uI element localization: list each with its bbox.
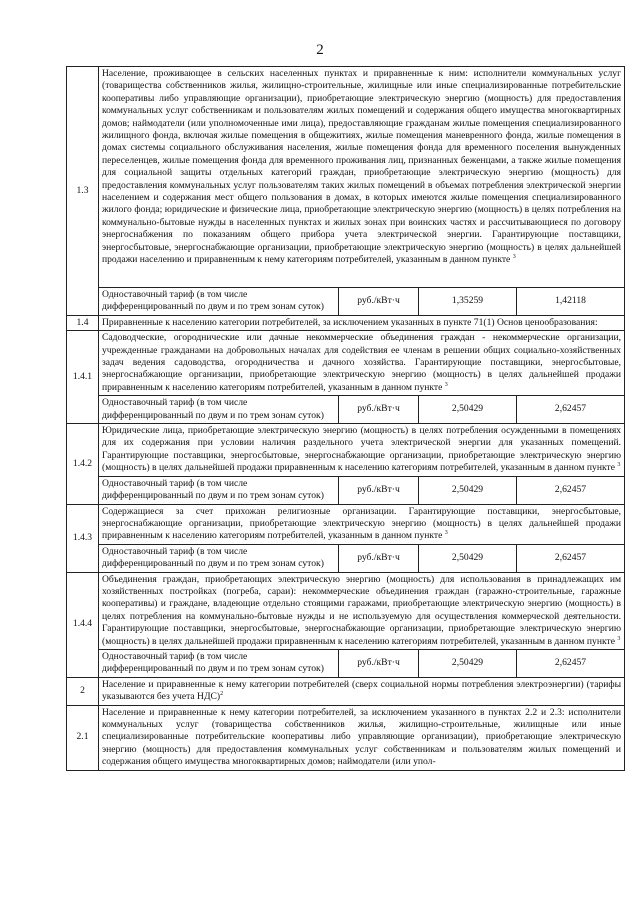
tariff-table xyxy=(66,66,625,771)
tariff-value-1: 2,50429 xyxy=(419,396,517,424)
table-row xyxy=(67,331,625,396)
row-number: 1.4 xyxy=(67,315,99,330)
row-description: Объединения граждан, приобретающих электрическую энергию (мощность) для использования в принадлежащих им хозяйственных постройках (погреба, сараи): некоммерческие объединения граждан (гаражно-строительные, гаражные кооперативы) и граждане, владеющие отдельно стоящими гаражами, приобретающие электрическую энергию (мощность) в целях потребления на коммунально-бытовые нужды и не используемую для осуществления коммерческой деятельности. Гарантирующие поставщики, энергосбытовые, энергоснабжающие организации, приобретающие электрическую энергию (мощность) в целях дальнейшей продажи приравненным к населению категориям потребителей, указанным в данном пункте $^3$ xyxy=(99,572,625,649)
unit: руб./кВт·ч xyxy=(339,396,419,424)
row-description: Население и приравненные к нему категории потребителей (сверх социальной нормы потребления электроэнергии) (тарифы указываются без учета НДС)$^2$ xyxy=(99,677,625,705)
unit: руб./кВт·ч xyxy=(339,476,419,504)
table-row xyxy=(67,572,625,649)
tariff-label: Одноставочный тариф (в том числе дифференцированный по двум и по трем зонам суток) xyxy=(99,544,339,572)
page-number: 2 xyxy=(316,42,324,58)
table-row xyxy=(67,396,625,424)
table-row xyxy=(67,649,625,677)
tariff-label: Одноставочный тариф (в том числе дифференцированный по двум и по трем зонам суток) xyxy=(99,396,339,424)
tariff-value-1: 1,35259 xyxy=(419,288,517,316)
table-row xyxy=(67,705,625,770)
table-row xyxy=(67,288,625,316)
table-row xyxy=(67,67,625,288)
table-row xyxy=(67,424,625,477)
tariff-value-1: 2,50429 xyxy=(419,544,517,572)
table-row xyxy=(67,315,625,330)
tariff-value-1: 2,50429 xyxy=(419,476,517,504)
tariff-value-2: 2,62457 xyxy=(517,649,625,677)
row-number: 2 xyxy=(67,677,99,705)
unit: руб./кВт·ч xyxy=(339,288,419,316)
tariff-value-2: 2,62457 xyxy=(517,396,625,424)
row-description: Юридические лица, приобретающие электрическую энергию (мощность) в целях потребления осужденными в помещениях для их содержания при условии наличия раздельного учета электрической энергии для указанных помещений. Гарантирующие поставщики, энергосбытовые, энергоснабжающие организации, приобретающие электрическую энергию (мощность) в целях дальнейшей продажи приравненным к населению категориям потребителей, указанным в данном пункте $^3$ xyxy=(99,424,625,477)
row-number: 1.4.3 xyxy=(67,504,99,572)
tariff-value-2: 1,42118 xyxy=(517,288,625,316)
tariff-label: Одноставочный тариф (в том числе дифференцированный по двум и по трем зонам суток) xyxy=(99,288,339,316)
row-description: Население, проживающее в сельских населенных пунктах и приравненные к ним: исполнители коммунальных услуг (товарищества собственников жилья, жилищно-строительные, жилищные или иные специализированные потребительские кооперативы либо управляющие организации), приобретающие электрическую энергию (мощность) для предоставления коммунальных услуг собственникам и пользователям жилых помещений и содержания общего имущества многоквартирных домов; наймодатели (или уполномоченные ими лица), предоставляющие гражданам жилые помещения специализированного жилищного фонда, включая жилые помещения в общежитиях, жилые помещения маневренного фонда, жилые помещения в домах системы социального обслуживания населения, жилые помещения фонда для временного поселения вынужденных переселенцев, жилые помещения фонда для временного проживания лиц, признанных беженцами, а также жилые помещения для социальной защиты отдельных категорий граждан, приобретающие электрическую энергию (мощность) для предоставления коммунальных услуг пользователям таких жилых помещений в объемах потребления электрической энергии населением и содержания мест общего пользования в домах, в которых имеются жилые помещения специализированного жилого фонда; юридические и физические лица, приобретающие электрическую энергию (мощность) в целях потребления на коммунально-бытовые нужды в населенных пунктах и жилых зонах при воинских частях и рассчитывающиеся по договору энергоснабжения по показаниям общего прибора учета электрической энергии. Гарантирующие поставщики, энергосбытовые, энергоснабжающие организации, приобретающие электрическую энергию (мощность) в целях дальнейшей продажи населению и приравненным к нему категориям потребителей, указанным в данном пункте $^3$ xyxy=(99,67,625,288)
tariff-label: Одноставочный тариф (в том числе дифференцированный по двум и по трем зонам суток) xyxy=(99,649,339,677)
row-number: 2.1 xyxy=(67,705,99,770)
row-description: Население и приравненные к нему категории потребителей, за исключением указанного в пунктах 2.2 и 2.3: исполнители коммунальных услуг (товарищества собственников жилья, жилищно-строительные, жилищные или иные специализированные потребительские кооперативы либо управляющие организации), приобретающие электрическую энергию (мощность) для предоставления коммунальных услуг собственникам и пользователям жилых помещений и содержания общего имущества многоквартирных домов; наймодатели (или упол- xyxy=(99,705,625,770)
row-number: 1.4.1 xyxy=(67,331,99,424)
tariff-label: Одноставочный тариф (в том числе дифференцированный по двум и по трем зонам суток) xyxy=(99,476,339,504)
unit: руб./кВт·ч xyxy=(339,649,419,677)
tariff-value-2: 2,62457 xyxy=(517,476,625,504)
row-number: 1.3 xyxy=(67,67,99,316)
row-description: Содержащиеся за счет прихожан религиозные организации. Гарантирующие поставщики, энергосбытовые, энергоснабжающие организации, приобретающие электрическую энергию (мощность) в целях дальнейшей продажи приравненным к населению категориям потребителей, указанным в данном пункте $^3$ xyxy=(99,504,625,544)
tariff-value-1: 2,50429 xyxy=(419,649,517,677)
row-description: Приравненные к населению категории потребителей, за исключением указанных в пункте 71(1) Основ ценообразования: xyxy=(99,315,625,330)
row-number: 1.4.4 xyxy=(67,572,99,677)
table-row xyxy=(67,476,625,504)
table-row xyxy=(67,504,625,544)
tariff-value-2: 2,62457 xyxy=(517,544,625,572)
row-description: Садоводческие, огороднические или дачные некоммерческие объединения граждан - некоммерческие организации, учрежденные гражданами на добровольных началах для содействия ее членам в решении общих социально-хозяйственных задач ведения садоводства, огородничества и дачного хозяйства. Гарантирующие поставщики, энергосбытовые, энергоснабжающие организации, приобретающие электрическую энергию (мощность) в целях дальнейшей продажи приравненным к населению категориям потребителей, указанным в данном пункте $^3$ xyxy=(99,331,625,396)
table-row xyxy=(67,544,625,572)
row-number: 1.4.2 xyxy=(67,424,99,504)
table-row xyxy=(67,677,625,705)
unit: руб./кВт·ч xyxy=(339,544,419,572)
